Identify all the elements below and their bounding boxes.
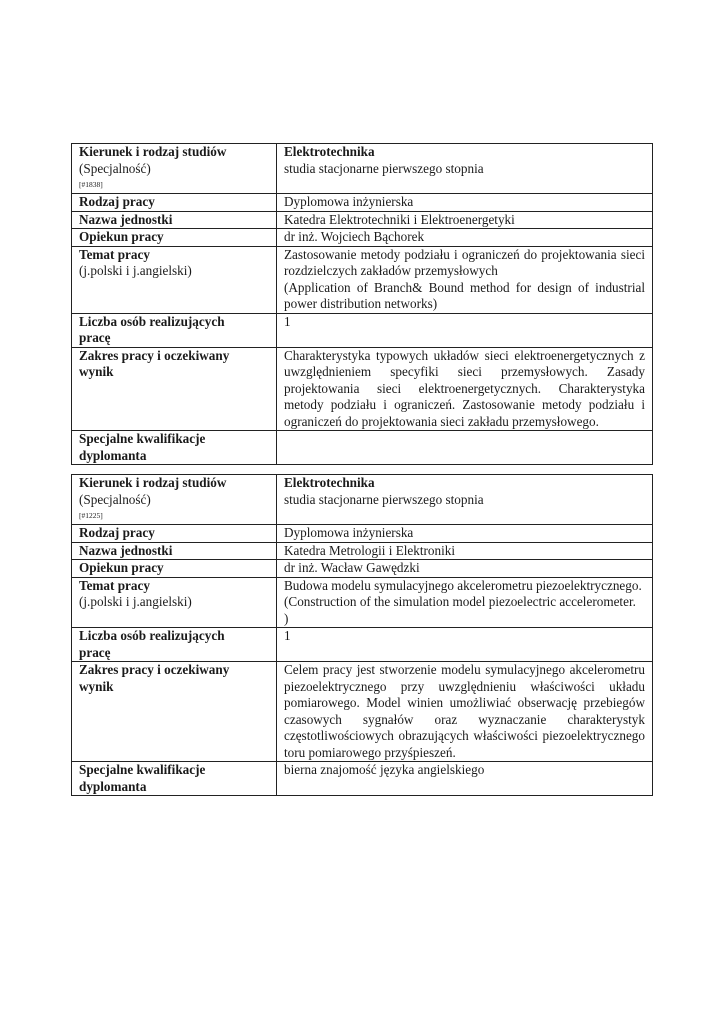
label-rodzaj-pracy: Rodzaj pracy <box>72 194 277 212</box>
row-jednostka <box>72 542 653 560</box>
label-zakres-1: Zakres pracy i oczekiwany <box>79 662 230 677</box>
row-temat <box>72 577 653 628</box>
label-kwal-1: Specjalne kwalifikacje <box>79 762 206 777</box>
value-temat-close: ) <box>284 610 289 626</box>
value-cell <box>277 577 653 628</box>
value-temat-pl: Budowa modelu symulacyjnego akcelerometru piezoelektrycznego. <box>284 577 642 593</box>
row-kierunek <box>72 144 653 194</box>
label-temat-sub: (j.polski i j.angielski) <box>79 594 192 609</box>
label-cell <box>72 347 277 431</box>
value-temat-pl: Zastosowanie metody podziału i ograniczeń do projektowania sieci rozdzielczych zakładów przemysłowych <box>284 246 645 278</box>
value-zakres: Celem pracy jest stworzenie modelu symulacyjnego akcelerometru piezoelektrycznego przy uwzględnieniu właściwości układu pomiarowego. Model winien umożliwiać obserwację przebiegów czasowych sygnałów oraz wyznaczanie charakterystyk częstotliwościowych obrazujących właściwości piezoelektrycznego toru pomiarowego przyśpieszeń. <box>277 662 653 762</box>
label-cell <box>72 144 277 194</box>
label-zakres-2: wynik <box>79 678 114 694</box>
row-temat <box>72 246 653 313</box>
value-cell <box>277 246 653 313</box>
label-cell <box>72 431 277 465</box>
label-zakres-1: Zakres pracy i oczekiwany <box>79 347 230 363</box>
value-kwalifikacje <box>277 431 653 465</box>
value-opiekun: dr inż. Wacław Gawędzki <box>277 560 653 578</box>
value-zakres: Charakterystyka typowych układów sieci elektroenergetycznych z uwzględnieniem specyfiki sieci przemysłowych. Zasady projektowania sieci elektroenergetycznych. Charakterystyka metody podziału i ograniczeń. Zastosowanie metody podziału i ograniczeń do projektowania sieci zakładu przemysłowego. <box>277 347 653 431</box>
value-rodzaj-studiow: studia stacjonarne pierwszego stopnia <box>284 160 484 176</box>
label-kwal-2: dyplomanta <box>79 447 147 463</box>
label-temat: Temat pracy <box>79 577 150 593</box>
label-opiekun: Opiekun pracy <box>72 229 277 247</box>
thesis-table-2 <box>71 474 653 796</box>
row-kwalifikacje <box>72 762 653 796</box>
row-opiekun <box>72 229 653 247</box>
label-cell <box>72 628 277 662</box>
thesis-id: [#1838] <box>79 180 103 189</box>
value-rodzaj-pracy: Dyplomowa inżynierska <box>277 194 653 212</box>
thesis-table-1 <box>71 143 653 465</box>
value-cell <box>277 144 653 194</box>
label-cell <box>72 475 277 525</box>
value-temat-en: (Construction of the simulation model piezoelectric accelerometer. <box>284 594 636 609</box>
label-cell <box>72 577 277 628</box>
value-kierunek: Elektrotechnika <box>284 475 375 490</box>
label-liczba-2: pracę <box>79 330 111 345</box>
value-kierunek: Elektrotechnika <box>284 144 375 159</box>
value-cell <box>277 475 653 525</box>
row-kierunek <box>72 475 653 525</box>
label-jednostka: Nazwa jednostki <box>72 211 277 229</box>
value-kwalifikacje: bierna znajomość języka angielskiego <box>277 762 653 796</box>
value-jednostka: Katedra Elektrotechniki i Elektroenergetyki <box>277 211 653 229</box>
label-opiekun: Opiekun pracy <box>72 560 277 578</box>
label-cell <box>72 246 277 313</box>
row-rodzaj-pracy <box>72 194 653 212</box>
row-kwalifikacje <box>72 431 653 465</box>
label-rodzaj-pracy: Rodzaj pracy <box>72 525 277 543</box>
value-liczba-osob: 1 <box>277 313 653 347</box>
value-rodzaj-studiow: studia stacjonarne pierwszego stopnia <box>284 491 484 507</box>
thesis-id: [#1225] <box>79 511 103 520</box>
row-zakres <box>72 662 653 762</box>
label-cell <box>72 662 277 762</box>
label-kierunek: Kierunek i rodzaj studiów <box>79 144 227 159</box>
label-specjalnosc: (Specjalność) <box>79 491 151 507</box>
label-kwal-1: Specjalne kwalifikacje <box>79 431 206 446</box>
value-jednostka: Katedra Metrologii i Elektroniki <box>277 542 653 560</box>
label-kwal-2: dyplomanta <box>79 778 147 794</box>
value-opiekun: dr inż. Wojciech Bąchorek <box>277 229 653 247</box>
row-liczba-osob <box>72 313 653 347</box>
label-kierunek: Kierunek i rodzaj studiów <box>79 475 227 490</box>
label-temat-sub: (j.polski i j.angielski) <box>79 263 192 278</box>
row-zakres <box>72 347 653 431</box>
row-liczba-osob <box>72 628 653 662</box>
label-cell <box>72 762 277 796</box>
row-opiekun <box>72 560 653 578</box>
row-rodzaj-pracy <box>72 525 653 543</box>
label-specjalnosc: (Specjalność) <box>79 160 151 176</box>
label-cell <box>72 313 277 347</box>
label-liczba-1: Liczba osób realizujących <box>79 628 225 643</box>
label-jednostka: Nazwa jednostki <box>72 542 277 560</box>
label-temat: Temat pracy <box>79 246 150 262</box>
value-rodzaj-pracy: Dyplomowa inżynierska <box>277 525 653 543</box>
value-liczba-osob: 1 <box>277 628 653 662</box>
label-zakres-2: wynik <box>79 364 114 379</box>
label-liczba-2: pracę <box>79 644 111 660</box>
label-liczba-1: Liczba osób realizujących <box>79 313 225 329</box>
row-jednostka <box>72 211 653 229</box>
value-temat-en: (Application of Branch& Bound method for design of industrial power distribution networks) <box>284 279 645 311</box>
